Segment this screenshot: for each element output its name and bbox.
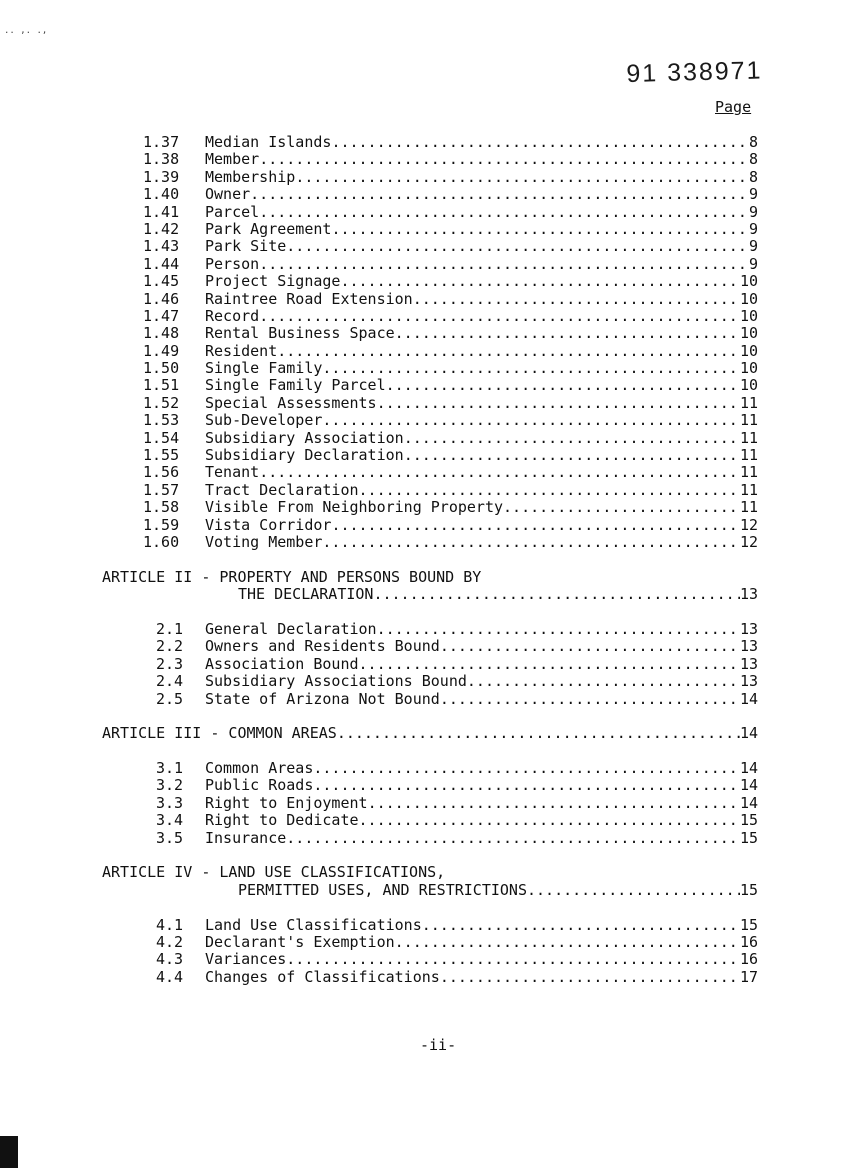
entry-number: 1.53	[143, 411, 180, 430]
entry-number: 1.41	[143, 202, 180, 221]
entry-page: 12	[739, 533, 758, 551]
toc-entry	[0, 621, 864, 638]
entry-number: 1.47	[143, 306, 180, 325]
dot-leader	[250, 186, 749, 203]
entry-title: Raintree Road Extension	[205, 290, 413, 308]
entry-title-line	[205, 621, 758, 638]
toc-entry	[0, 917, 864, 934]
entry-number: 1.38	[143, 150, 180, 169]
toc-entry	[0, 151, 864, 168]
dot-leader	[467, 673, 740, 690]
entry-number: 1.52	[143, 393, 180, 412]
entry-title-line	[205, 969, 758, 986]
dot-leader	[259, 151, 749, 168]
entry-page: 14	[739, 794, 758, 812]
spacer	[0, 551, 864, 568]
entry-title-line	[205, 343, 758, 360]
toc-entry	[0, 325, 864, 342]
page-number: -ii-	[420, 1036, 457, 1054]
entry-title: Variances	[205, 951, 287, 969]
document-number: 91 338971	[626, 56, 763, 88]
toc-entry	[0, 343, 864, 360]
entry-number: 3.3	[156, 793, 184, 812]
entry-page: 11	[739, 394, 758, 412]
entry-number: 3.1	[156, 759, 184, 778]
entry-page: 10	[739, 377, 758, 395]
dot-leader	[331, 134, 749, 151]
toc-entry	[0, 812, 864, 829]
entry-number: 4.1	[156, 915, 184, 934]
entry-title-line	[205, 273, 758, 290]
toc-entry	[0, 238, 864, 255]
entry-title-line	[205, 430, 758, 447]
dot-leader	[377, 395, 740, 412]
entry-number: 1.46	[143, 289, 180, 308]
article-heading-4-cont	[0, 882, 864, 899]
entry-title: Subsidiary Declaration	[205, 447, 404, 465]
dot-leader	[440, 969, 740, 986]
entry-title-line	[205, 917, 758, 934]
definitions-list	[0, 134, 864, 551]
entry-title-line	[205, 777, 758, 794]
entry-page: 8	[748, 134, 758, 151]
dot-leader	[286, 830, 740, 847]
entry-number: 1.50	[143, 359, 180, 378]
entry-page: 11	[739, 499, 758, 517]
entry-title-line	[205, 482, 758, 499]
toc-entry	[0, 499, 864, 516]
entry-number: 2.3	[156, 654, 184, 673]
entry-title: Tract Declaration	[205, 481, 359, 499]
dot-leader	[259, 464, 740, 481]
toc-entry	[0, 360, 864, 377]
article-4-items	[0, 917, 864, 987]
entry-number: 1.44	[143, 254, 180, 273]
dot-leader	[503, 499, 740, 516]
toc-entry	[0, 777, 864, 794]
entry-number: 1.55	[143, 446, 180, 465]
entry-title: Association Bound	[205, 655, 359, 673]
entry-title-line	[205, 134, 758, 151]
entry-number: 2.1	[156, 619, 184, 638]
dot-leader	[295, 169, 749, 186]
article-heading-4	[0, 864, 864, 881]
toc-entry	[0, 673, 864, 690]
toc-entry	[0, 517, 864, 534]
entry-title: Membership	[205, 168, 296, 186]
entry-number: 1.40	[143, 185, 180, 204]
entry-number: 1.56	[143, 463, 180, 482]
entry-page: 14	[739, 760, 758, 778]
entry-title: Record	[205, 307, 260, 325]
entry-title-line	[205, 673, 758, 690]
entry-number: 2.2	[156, 637, 184, 656]
entry-page: 9	[748, 255, 758, 273]
toc-entry	[0, 638, 864, 655]
entry-page: 11	[739, 429, 758, 447]
scan-corner-mark	[0, 1136, 18, 1168]
entry-title: Right to Enjoyment	[205, 794, 368, 812]
article-heading-2	[0, 569, 864, 586]
entry-title-line	[205, 151, 758, 168]
entry-number: 4.3	[156, 950, 184, 969]
entry-number: 1.54	[143, 428, 180, 447]
entry-number: 1.59	[143, 515, 180, 534]
toc-entry	[0, 412, 864, 429]
article-heading-3	[0, 725, 864, 742]
article-heading-2-cont	[0, 586, 864, 603]
entry-number: 1.60	[143, 532, 180, 551]
entry-title: Single Family Parcel	[205, 377, 386, 395]
toc-entry	[0, 969, 864, 986]
article-3-page: 14	[739, 725, 758, 743]
entry-page: 8	[748, 168, 758, 186]
article-4-page: 15	[739, 881, 758, 899]
entry-title: Insurance	[205, 829, 287, 847]
entry-number: 1.57	[143, 480, 180, 499]
toc-entry	[0, 934, 864, 951]
dot-leader	[286, 238, 749, 255]
entry-title-line	[205, 812, 758, 829]
entry-title-line	[205, 291, 758, 308]
dot-leader	[277, 343, 740, 360]
entry-title: State of Arizona Not Bound	[205, 690, 440, 708]
entry-page: 10	[739, 360, 758, 378]
entry-title: Single Family	[205, 360, 323, 378]
entry-page: 16	[739, 951, 758, 969]
entry-title: Special Assessments	[205, 394, 377, 412]
dot-leader	[440, 638, 740, 655]
spacer	[0, 708, 864, 725]
dot-leader	[368, 795, 740, 812]
dot-leader	[377, 621, 740, 638]
dot-leader	[322, 360, 740, 377]
entry-number: 1.48	[143, 324, 180, 343]
toc-entry	[0, 308, 864, 325]
dot-leader	[313, 777, 740, 794]
entry-title-line	[205, 186, 758, 203]
entry-title-line	[205, 256, 758, 273]
entry-title-line	[205, 169, 758, 186]
entry-title: Changes of Classifications	[205, 968, 440, 986]
toc-entry	[0, 256, 864, 273]
entry-number: 1.39	[143, 167, 180, 186]
entry-page: 17	[739, 968, 758, 986]
toc-entry	[0, 377, 864, 394]
article-2-page: 13	[739, 586, 758, 604]
dot-leader	[286, 951, 740, 968]
entry-number: 2.5	[156, 689, 184, 708]
dot-leader	[313, 760, 740, 777]
toc-entry	[0, 291, 864, 308]
toc-entry	[0, 951, 864, 968]
entry-title: Tenant	[205, 464, 260, 482]
dot-leader	[422, 917, 740, 934]
toc-entry	[0, 169, 864, 186]
entry-number: 1.42	[143, 219, 180, 238]
toc-entry	[0, 204, 864, 221]
entry-page: 9	[748, 203, 758, 221]
entry-title: Declarant's Exemption	[205, 933, 395, 951]
entry-page: 10	[739, 273, 758, 291]
toc-entry	[0, 534, 864, 551]
spacer	[0, 847, 864, 864]
entry-number: 1.43	[143, 237, 180, 256]
article-4-title: ARTICLE IV - LAND USE CLASSIFICATIONS,	[102, 863, 446, 882]
entry-page: 11	[739, 412, 758, 430]
entry-title-line	[205, 308, 758, 325]
entry-title: Median Islands	[205, 134, 332, 151]
dot-leader	[259, 256, 749, 273]
dot-leader	[331, 221, 749, 238]
table-of-contents	[0, 134, 864, 986]
entry-title-line	[205, 638, 758, 655]
entry-number: 1.37	[143, 133, 180, 151]
dot-leader	[359, 812, 740, 829]
entry-page: 12	[739, 516, 758, 534]
article-2-title-cont: THE DECLARATION ..... 13	[238, 586, 758, 603]
entry-title-line	[205, 238, 758, 255]
entry-page: 9	[748, 238, 758, 256]
spacer	[0, 604, 864, 621]
entry-title: Public Roads	[205, 777, 314, 795]
spacer	[0, 743, 864, 760]
entry-page: 15	[739, 916, 758, 934]
entry-number: 3.5	[156, 828, 184, 847]
dot-leader	[340, 273, 739, 290]
dot-leader	[440, 691, 740, 708]
dot-leader	[359, 482, 740, 499]
entry-title: Common Areas	[205, 760, 314, 778]
entry-title: Owners and Residents Bound	[205, 638, 440, 656]
entry-page: 13	[739, 620, 758, 638]
dot-leader	[386, 377, 740, 394]
dot-leader	[395, 325, 740, 342]
toc-entry	[0, 760, 864, 777]
entry-title: Subsidiary Associations Bound	[205, 673, 467, 691]
toc-entry	[0, 134, 864, 151]
entry-page: 13	[739, 673, 758, 691]
entry-number: 3.2	[156, 776, 184, 795]
toc-entry	[0, 656, 864, 673]
toc-entry	[0, 795, 864, 812]
scan-specks: .. ,. .,	[4, 26, 48, 36]
entry-page: 15	[739, 812, 758, 830]
dot-leader	[404, 430, 740, 447]
entry-title: Visible From Neighboring Property	[205, 499, 504, 517]
entry-number: 1.51	[143, 376, 180, 395]
entry-title: Member	[205, 151, 260, 169]
dot-leader	[322, 534, 740, 551]
entry-title: Voting Member	[205, 533, 323, 551]
article-4-title-cont: PERMITTED USES, AND RESTRICTIONS ..... 15	[238, 882, 758, 899]
entry-page: 11	[739, 464, 758, 482]
entry-page: 11	[739, 447, 758, 465]
entry-title-line	[205, 447, 758, 464]
dot-leader	[404, 447, 740, 464]
entry-title-line	[205, 395, 758, 412]
dot-leader	[322, 412, 740, 429]
article-2-title: ARTICLE II - PROPERTY AND PERSONS BOUND BY	[102, 567, 482, 586]
entry-title-line	[205, 221, 758, 238]
entry-number: 1.49	[143, 341, 180, 360]
entry-page: 9	[748, 220, 758, 238]
dot-leader	[259, 308, 740, 325]
entry-title-line	[205, 934, 758, 951]
toc-entry	[0, 464, 864, 481]
spacer	[0, 899, 864, 916]
entry-number: 1.58	[143, 498, 180, 517]
article-2-items	[0, 621, 864, 708]
entry-title-line	[205, 412, 758, 429]
entry-title-line	[205, 464, 758, 481]
entry-title: Park Site	[205, 238, 287, 256]
entry-title-line	[205, 534, 758, 551]
entry-page: 14	[739, 777, 758, 795]
toc-entry	[0, 221, 864, 238]
article-3-items	[0, 760, 864, 847]
entry-title-line	[205, 951, 758, 968]
entry-page: 15	[739, 829, 758, 847]
entry-page: 13	[739, 638, 758, 656]
entry-page: 9	[748, 186, 758, 204]
entry-title: Owner	[205, 186, 251, 204]
entry-title: Resident	[205, 342, 278, 360]
toc-entry	[0, 186, 864, 203]
entry-page: 16	[739, 933, 758, 951]
entry-number: 4.4	[156, 967, 184, 986]
article-3-title: ARTICLE III - COMMON AREAS ..... 14	[102, 725, 758, 742]
dot-leader	[259, 204, 749, 221]
entry-title: Project Signage	[205, 273, 341, 291]
entry-title: Park Agreement	[205, 220, 332, 238]
entry-title: General Declaration	[205, 620, 377, 638]
entry-title: Rental Business Space	[205, 325, 395, 343]
entry-page: 13	[739, 655, 758, 673]
entry-title: Parcel	[205, 203, 260, 221]
entry-number: 2.4	[156, 672, 184, 691]
entry-title: Sub-Developer	[205, 412, 323, 430]
dot-leader	[395, 934, 740, 951]
entry-title-line	[205, 499, 758, 516]
entry-title: Subsidiary Association	[205, 429, 404, 447]
entry-number: 1.45	[143, 272, 180, 291]
dot-leader	[331, 517, 740, 534]
entry-title-line	[205, 325, 758, 342]
entry-title: Land Use Classifications	[205, 916, 422, 934]
toc-entry	[0, 273, 864, 290]
entry-page: 10	[739, 307, 758, 325]
toc-entry	[0, 830, 864, 847]
toc-entry	[0, 447, 864, 464]
toc-entry	[0, 395, 864, 412]
entry-title-line	[205, 691, 758, 708]
page-column-label: Page	[715, 98, 752, 116]
entry-title-line	[205, 830, 758, 847]
toc-entry	[0, 691, 864, 708]
entry-title: Person	[205, 255, 260, 273]
toc-entry	[0, 430, 864, 447]
entry-title-line	[205, 795, 758, 812]
entry-page: 10	[739, 342, 758, 360]
dot-leader	[413, 291, 740, 308]
toc-entry	[0, 482, 864, 499]
dot-leader	[359, 656, 740, 673]
entry-page: 10	[739, 325, 758, 343]
entry-number: 4.2	[156, 932, 184, 951]
entry-title-line	[205, 377, 758, 394]
entry-page: 11	[739, 481, 758, 499]
entry-title-line	[205, 760, 758, 777]
entry-number: 3.4	[156, 811, 184, 830]
entry-page: 8	[748, 151, 758, 169]
entry-title-line	[205, 517, 758, 534]
entry-title-line	[205, 360, 758, 377]
entry-page: 10	[739, 290, 758, 308]
entry-title-line	[205, 204, 758, 221]
entry-title-line	[205, 656, 758, 673]
entry-title: Right to Dedicate	[205, 812, 359, 830]
entry-title: Vista Corridor	[205, 516, 332, 534]
entry-page: 14	[739, 690, 758, 708]
